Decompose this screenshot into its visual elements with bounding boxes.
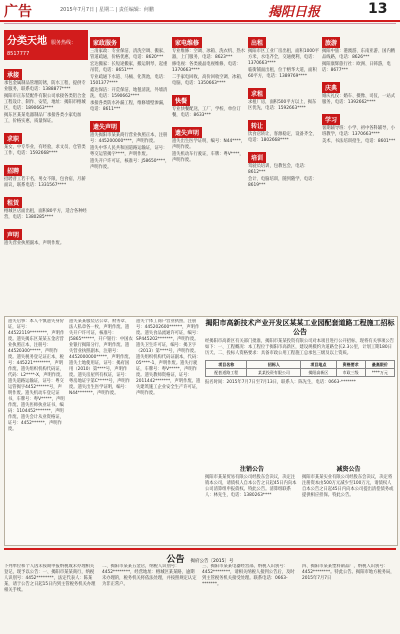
small-notice-text: 揭阳市某某贸易有限公司经股东会决议，决定注销本公司，请债权人自本公告之日起45日内向本公司清算组申报债权。特此公告。清算组联系人：林先生，电话：1380263**** [205, 475, 297, 498]
small-notice [302, 467, 395, 499]
category-label: 旅游 [322, 37, 340, 48]
bid-table-header: 资格要求 [336, 361, 365, 369]
classified-ad: 饮食店转让，客源稳定，设备齐全，电话：1802668**** [248, 132, 317, 143]
classified-ad: 二手家电回收，高价回收空调、冰箱、电脑，电话：1350663**** [172, 75, 246, 86]
header-rule [4, 23, 396, 28]
public-notice [4, 548, 396, 634]
small-notice-title: 减资公告 [336, 466, 361, 473]
classified-ad: 专业维修：空调、冰箱、洗衣机、热水器，上门服务，电话：8623*** [172, 49, 246, 60]
classified-ad: 会计、电脑培训，随到随学，电话：8619*** [248, 177, 317, 188]
classified-ad: 遗失出生医学证明，编号：N44****，声明作废。 [172, 139, 246, 150]
newspaper-name: 揭阳日报 [268, 5, 321, 20]
classified-ad: 求租厂房，面积500平方以上，揭东区优先，电话：1592663**** [248, 100, 317, 111]
bid-intro: 经揭阳市高新区有关部门批准，揭阳市某某投资有限公司对本项目进行公开招标，现将有关事项公告如下：一、工程概况：本工程位于揭阳市高新区，建设规模约为道路全长2.3公里，计划工期180日历天。二、投标人资格要求：具备市政公用工程施工总承包三级及以上资质。 [205, 339, 395, 356]
classified-ad: 临街铺面出租，位于榕华大道，面积60平方，电话：1389769**** [248, 68, 317, 79]
category-label: 学习 [322, 114, 340, 125]
notice-column: 三、揭阳市某某电器经营部，纳税人识别号：4452********，请相关纳税人接到公告后，及时到主管税务机关接受处理。联系电话：0663-*******。 [202, 564, 295, 587]
classified-ad: 揭阳市正东装配件有限公司承接各类铝合金工程设计、制作、安装，地址：揭阳市榕城区，电话：1890663**** [4, 94, 86, 111]
banner-title: 分类天地 [7, 36, 47, 47]
classified-column-3 [172, 30, 246, 312]
notice-column: 下列单位和个人因未按期申报纳税或未办理相关登记，现予以公告：一、揭阳市某某商行，纳税人识别号：4452********，法定代表人：陈某某，请于公告之日起15日内到主管税务机关办理相关手续。 [4, 564, 96, 593]
bid-title: 揭阳市高新技术产业开发区某某工业园配套道路工程施工招标公告 [205, 319, 395, 336]
notice-title: 公告 [166, 555, 185, 565]
category-label: 承接 [4, 69, 22, 80]
classified-ad: 修电视：各类液晶电视维修，电话：1370663**** [172, 62, 241, 73]
category-label: 遗失声明 [90, 121, 120, 132]
category-label: 招聘 [4, 165, 22, 176]
classified-ad: 承接各类防水补漏工程，维修墙壁渗漏，电话：8611*** [90, 101, 168, 112]
classified-ad: 招聘普工若干名，男女不限，包食宿，月薪面议，联系电话：1331567**** [4, 177, 86, 188]
category-label: 遗失声明 [172, 127, 202, 138]
classified-ad: 遗失机动车行驶证，车牌：粤V****，声明作废。 [172, 152, 244, 163]
classified-ad: 驾驶员培训，包教包会，电话：8612*** [248, 164, 309, 175]
classified-ad: 暑期辅导班：小学、初中各科辅导，小班教学，电话：1370663**** [322, 126, 396, 137]
small-notice-text: 揭阳市某某实业有限公司经股东会决议，决定将注册资本由500万元减少至100万元，请债权人自本公告之日起45日内向本公司提出清偿债务或提供相应担保。特此公告。 [302, 475, 394, 498]
classified-ad: 承包金属制品管理防锈，防水工程，提供专业服务，联系电话：1388877**** [4, 81, 86, 92]
category-label: 租赁 [4, 197, 22, 208]
notice-subtitle: 揭府公告〔2015〕号 [190, 559, 234, 564]
lost-notice-column: 遗失某某服装店公章、财务章、法人私章各一枚，声明作废。遗失开户许可证，核准号：J5865******，开户银行：中国农业银行揭阳分行，声明作废。遗失营业执照副本，注册号：4452000000*****，声明作废。遗失土地使用证，证号：揭府国用（2010）第****号，声明作废。遗失房屋所有权证，证号：粤房地证字第C*****号，声明作废。遗失出生医学证明，编号：N44*******，声明作废。 [69, 319, 133, 396]
bid-announcement [205, 319, 395, 388]
notice-column: 四、揭阳市某某塑料制品厂，纳税人识别号：4452********。特此公告。揭阳市地方税务局，2015年7月7日 [302, 564, 395, 581]
category-label: 转让 [248, 120, 266, 131]
classified-ad: 鑫达保洁：开荒保洁，地毯清洗，外墙清洗，电话：1590662**** [90, 88, 168, 99]
classified-ad: 宏达搬家：长短途搬家，搬运钢琴，起重吊装，电话：8651*** [90, 62, 168, 73]
category-label: 培训 [248, 152, 266, 163]
category-label: 家政服务 [90, 37, 120, 48]
bid-table-cell: 市政三级 [336, 369, 365, 377]
classified-ad: 专业疏通下水道、马桶、化粪池，电话：1501377**** [90, 75, 168, 86]
bid-table-header: 项目名称 [206, 361, 247, 369]
classified-ad: 遗失开户许可证，核准号：J58650****，声明作废。 [90, 159, 170, 170]
classified-ad: 榕城区店面出租，面积80平方，适合各种经营，电话：1380285**** [4, 209, 87, 220]
classified-column-body [248, 30, 320, 189]
classified-ad: 三清家政：专业保洁、清洗空调、搬家、管道疏通，价格优惠，电话：8620*** [90, 49, 168, 60]
lost-notice-column: 遗失启事：本人不慎遗失身份证，证号：44522119********，声明作废。遗失揭东区某某五金店营业执照正本，注册号：44520300*****，声明作废。遗失税务登记证正本，税号：445221********，声明作废。遗失组织机构代码证，代码：L2****-X，声明作废。遗失道路运输证，证号：粤交运管揭字4452******号，声明作废。遗失机动车登记证书，车牌号：粤V*****，声明作废。遗失医师执业证书，编码：1104452*******，声明作废。遗失会计从业资格证，证号：4452******，声明作废。 [8, 319, 65, 432]
classified-banner [4, 30, 88, 60]
classified-ad: 遗失揭阳市某某商行营业执照正本，注册号：445200000****，声明作废。 [90, 133, 168, 144]
bid-table [205, 360, 395, 377]
classified-ad: 遗失营业执照副本，声明作废。 [4, 241, 65, 246]
bid-table-header: 最高限价 [365, 361, 394, 369]
section-title: 广告 [4, 4, 32, 20]
category-label: 出租 [248, 37, 266, 48]
category-label: 求租 [248, 88, 266, 99]
classified-column-body [90, 30, 170, 171]
classified-column-2 [90, 30, 170, 312]
page-header [0, 0, 400, 22]
classified-column-body [322, 30, 396, 145]
classified-column-4 [248, 30, 320, 312]
classified-ad: 遗失中华人民共和国道路运输证，证号：粤交运管揭字****，声明作废。 [90, 146, 168, 157]
bid-table-header: 项目地点 [301, 361, 336, 369]
classified-ad: 揭阳市区工业厂房出租，面积1000平方米，水电齐全，交通便利，电话：1370663**** [248, 49, 320, 66]
small-notice-title: 注销公告 [239, 466, 264, 473]
bid-table-cell: 配套道路工程 [206, 369, 247, 377]
category-label: 快餐 [172, 95, 190, 106]
legal-notices-box [4, 316, 398, 546]
classified-ad: 某女，中专毕业，有经验，求文员、仓管类工作，电话：1592668**** [4, 145, 86, 156]
bid-footer: 报名时间：2015年7月7日至7月13日，联系人：陈先生，电话：0663-******* [205, 380, 356, 385]
classified-column-1 [4, 30, 88, 312]
bid-table-cell: 揭阳高新区 [301, 369, 336, 377]
lost-notice-column: 遗失个体工商户营业执照，注册号：445202600******，声明作废。遗失食品流通许可证，编号：SP445202*******，声明作废。遗失卫生许可证，编号：揭卫字（2013）第****号，声明作废。遗失组织机构代码证副本，代码：05****-1，声明作废。遗失行驶证，车牌号：粤V*****，声明作废。遗失教师资格证，证号：2011442*******，声明作废。遗失建筑施工企业安全生产许可证，声明作废。 [136, 319, 201, 396]
small-notice [205, 467, 299, 499]
category-label: 声明 [4, 229, 22, 240]
issue-meta: 2015年7月7日 | 星期二 | 责任编辑：何鹏 [60, 7, 154, 13]
classified-column-5 [322, 30, 396, 312]
table-row [206, 369, 395, 377]
category-label: 求职 [4, 133, 22, 144]
classified-ad: 美术、书法培训招生，电话：8601*** [322, 139, 396, 144]
page-number: 13 [368, 1, 388, 17]
classified-ad: 揭阳中旅：港澳游、东南亚游、国内精品线路，电话：8626*** [322, 49, 396, 60]
category-label: 庆典 [322, 82, 340, 93]
banner-hotline: 服务热线：8517777 [7, 40, 77, 57]
classified-column-body [4, 62, 88, 247]
classified-ad: 揭阳康辉旅行社：欧洲、日韩游，电话：8677*** [322, 62, 391, 73]
category-label: 家电维修 [172, 37, 202, 48]
bid-table-header: 招标人 [247, 361, 301, 369]
notice-column: 二、揭阳市某某五金店，纳税人识别号：4452********，经营地址：榕城区某某路，逾期未办理的，税务机关将依法处理，并按照规定认定为非正常户。 [102, 564, 197, 587]
bid-table-cell: 某某投资有限公司 [247, 369, 301, 377]
classified-ad: 专业快餐配送，工厂、学校、单位订餐，电话：8633*** [172, 107, 241, 118]
bid-table-cell: ****万元 [365, 369, 394, 377]
classified-ad: 揭东区某某电器制品厂承接各类小家电加工，价格实惠，质量保证。 [4, 113, 82, 124]
classified-column-body [172, 30, 246, 164]
classified-ad: 婚庆礼仪：婚车、摄像、司仪，一站式服务，电话：1392662**** [322, 94, 396, 105]
